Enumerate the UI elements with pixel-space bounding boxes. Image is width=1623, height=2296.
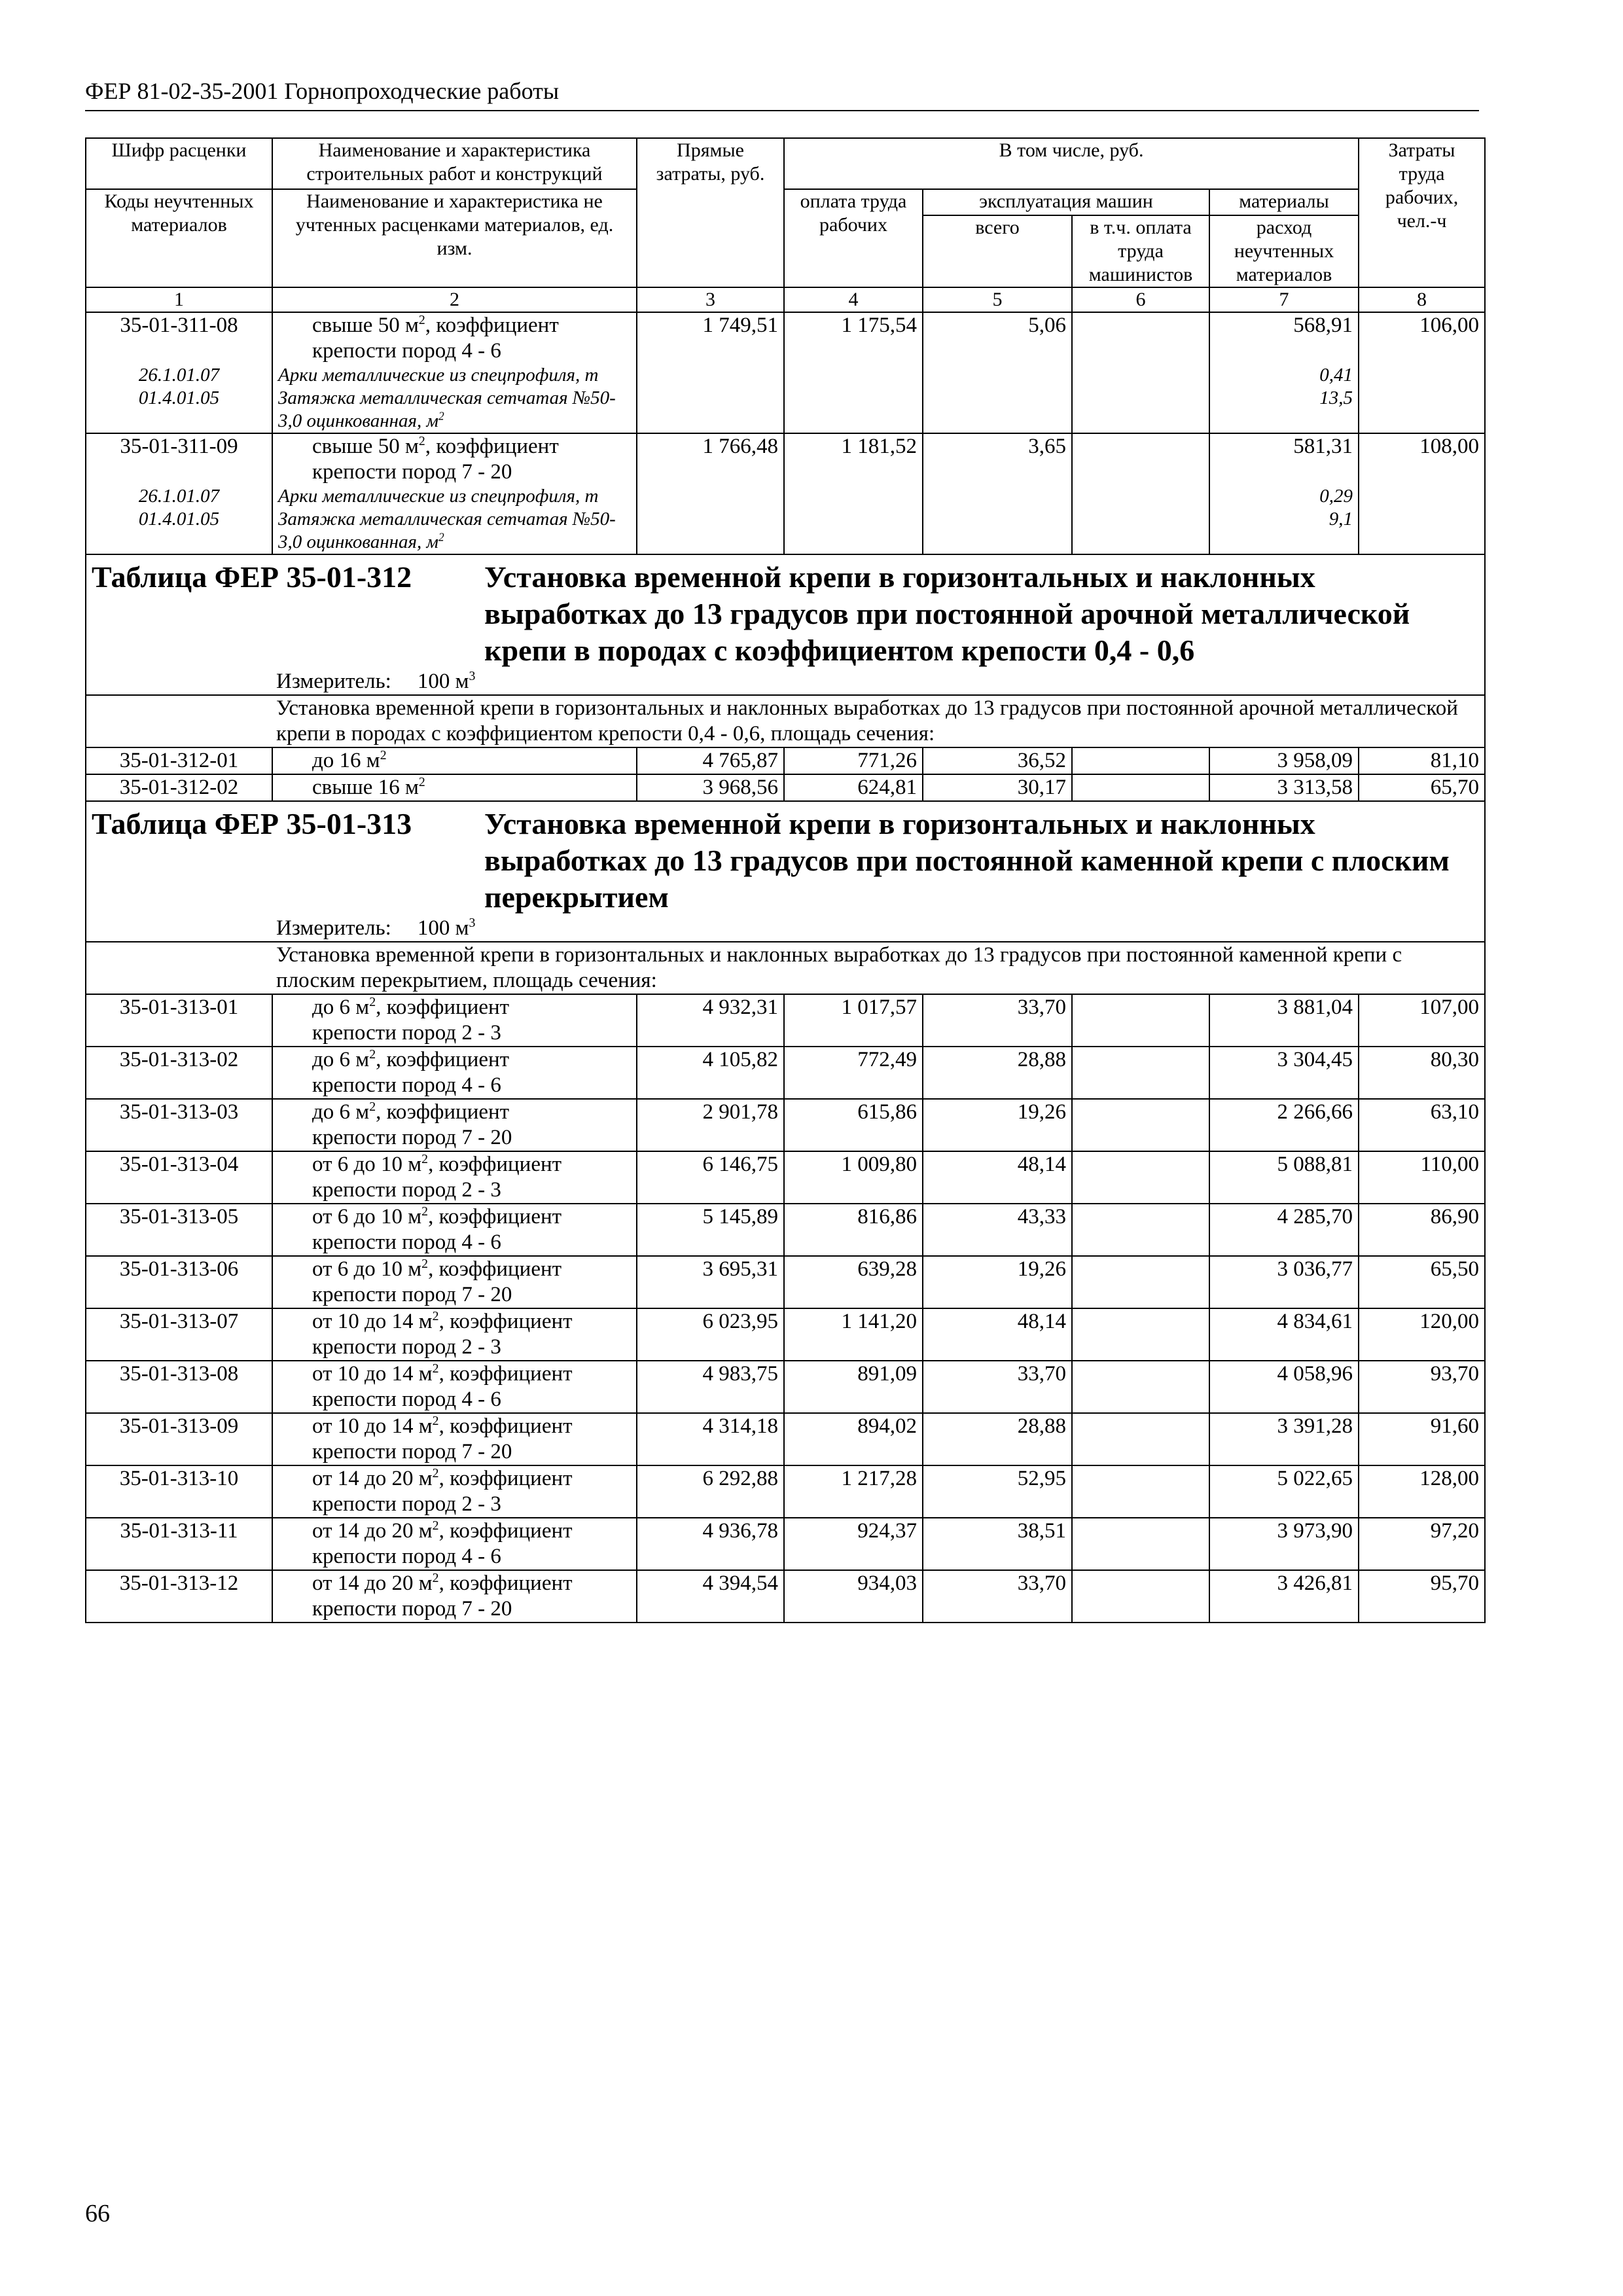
machines-cost: 52,95 <box>923 1465 1072 1518</box>
col-machines-labor-header: в т.ч. оплата труда машинистов <box>1072 215 1209 287</box>
labor-hours: 80,30 <box>1359 1047 1485 1099</box>
table-row <box>86 747 1485 774</box>
rate-name: до 6 $м^2$, коэффициент крепости пород 7 - 20 <box>272 1099 637 1151</box>
rate-code: 35-01-313-02 <box>86 1047 272 1099</box>
labor-hours: 65,70 <box>1359 774 1485 801</box>
material-row <box>86 364 1485 387</box>
machines-cost: 48,14 <box>923 1308 1072 1361</box>
material-row <box>86 485 1485 508</box>
labor-hours: 106,00 <box>1359 312 1485 364</box>
direct-cost: 1 766,48 <box>637 433 784 485</box>
table-row <box>86 1361 1485 1413</box>
machines-cost: 19,26 <box>923 1099 1072 1151</box>
measure-313: Измеритель: 100 $м^3$ <box>86 916 1485 942</box>
labor-hours: 91,60 <box>1359 1413 1485 1465</box>
measure-312: Измеритель: 100 $м^3$ <box>86 669 1485 695</box>
machines-labor-cost <box>1072 1256 1209 1308</box>
table-312-description: Установка временной крепи в горизонтальных и наклонных выработках до 13 градусов при постоянной арочной металлической крепи в породах с коэффициентом крепости 0,4 - 0,6, площадь сечения: <box>86 695 1485 747</box>
machines-labor-cost <box>1072 1308 1209 1361</box>
direct-cost: 1 749,51 <box>637 312 784 364</box>
machines-cost: 33,70 <box>923 994 1072 1047</box>
material-name: Арки металлические из спецпрофиля, т <box>272 485 637 508</box>
table-row <box>86 774 1485 801</box>
direct-cost: 4 932,31 <box>637 994 784 1047</box>
labor-cost: 615,86 <box>784 1099 923 1151</box>
labor-cost: 1 217,28 <box>784 1465 923 1518</box>
machines-labor-cost <box>1072 1099 1209 1151</box>
material-code: 26.1.01.07 <box>86 364 272 387</box>
labor-hours: 95,70 <box>1359 1570 1485 1623</box>
table-313-description: Установка временной крепи в горизонтальных и наклонных выработках до 13 градусов при постоянной каменной крепи с плоским перекрытием, площадь сечения: <box>86 942 1485 994</box>
table-312-title <box>86 554 1485 669</box>
direct-cost: 4 105,82 <box>637 1047 784 1099</box>
direct-cost: 4 983,75 <box>637 1361 784 1413</box>
materials-cost: 2 266,66 <box>1209 1099 1359 1151</box>
labor-cost: 1 141,20 <box>784 1308 923 1361</box>
machines-labor-cost <box>1072 433 1209 485</box>
page-number: 66 <box>85 2200 110 2227</box>
labor-cost: 1 175,54 <box>784 312 923 364</box>
machines-cost: 33,70 <box>923 1361 1072 1413</box>
col-materials-use-header: расход неучтенных материалов <box>1209 215 1359 287</box>
col-materials-header: материалы <box>1209 189 1359 215</box>
machines-labor-cost <box>1072 1047 1209 1099</box>
rate-name: свыше 50 $м^2$, коэффициент крепости пород 7 - 20 <box>272 433 637 485</box>
machines-cost: 36,52 <box>923 747 1072 774</box>
table-label: Таблица ФЕР 35-01-313 <box>92 807 412 840</box>
rate-name: от 14 до 20 $м^2$, коэффициент крепости пород 7 - 20 <box>272 1570 637 1623</box>
rate-code: 35-01-312-02 <box>86 774 272 801</box>
material-code: 01.4.01.05 <box>86 508 272 554</box>
labor-cost: 624,81 <box>784 774 923 801</box>
machines-labor-cost <box>1072 1413 1209 1465</box>
rate-code: 35-01-311-08 <box>86 312 272 364</box>
direct-cost: 6 023,95 <box>637 1308 784 1361</box>
rate-name: свыше 16 $м^2$ <box>272 774 637 801</box>
rate-code: 35-01-313-07 <box>86 1308 272 1361</box>
rate-code: 35-01-313-09 <box>86 1413 272 1465</box>
labor-cost: 1 009,80 <box>784 1151 923 1204</box>
rate-name: от 6 до 10 $м^2$, коэффициент крепости пород 4 - 6 <box>272 1204 637 1256</box>
col-codes-unaccounted-header: Коды неучтенных материалов <box>86 189 272 287</box>
rate-code: 35-01-312-01 <box>86 747 272 774</box>
machines-labor-cost <box>1072 1151 1209 1204</box>
table-row <box>86 1047 1485 1099</box>
table-row <box>86 1308 1485 1361</box>
labor-cost: 934,03 <box>784 1570 923 1623</box>
direct-cost: 6 146,75 <box>637 1151 784 1204</box>
material-code: 26.1.01.07 <box>86 485 272 508</box>
direct-cost: 4 765,87 <box>637 747 784 774</box>
materials-cost: 4 834,61 <box>1209 1308 1359 1361</box>
table-row <box>86 433 1485 485</box>
col-machines-total-header: всего <box>923 215 1072 287</box>
labor-hours: 120,00 <box>1359 1308 1485 1361</box>
table-row <box>86 1570 1485 1623</box>
materials-cost: 3 313,58 <box>1209 774 1359 801</box>
rate-code: 35-01-313-11 <box>86 1518 272 1570</box>
col-num: 7 <box>1209 287 1359 312</box>
labor-cost: 924,37 <box>784 1518 923 1570</box>
material-qty: 0,29 <box>1209 485 1359 508</box>
materials-cost: 3 958,09 <box>1209 747 1359 774</box>
rate-code: 35-01-313-03 <box>86 1099 272 1151</box>
rate-name: до 6 $м^2$, коэффициент крепости пород 2 - 3 <box>272 994 637 1047</box>
labor-cost: 1 181,52 <box>784 433 923 485</box>
labor-hours: 65,50 <box>1359 1256 1485 1308</box>
direct-cost: 3 968,56 <box>637 774 784 801</box>
table-row <box>86 1256 1485 1308</box>
materials-cost: 581,31 <box>1209 433 1359 485</box>
labor-hours: 63,10 <box>1359 1099 1485 1151</box>
rate-code: 35-01-313-04 <box>86 1151 272 1204</box>
col-machines-header: эксплуатация машин <box>923 189 1209 215</box>
machines-labor-cost <box>1072 1204 1209 1256</box>
labor-hours: 110,00 <box>1359 1151 1485 1204</box>
materials-cost: 3 426,81 <box>1209 1570 1359 1623</box>
col-direct-header: Прямые затраты, руб. <box>637 138 784 287</box>
col-num: 2 <box>272 287 637 312</box>
machines-labor-cost <box>1072 1465 1209 1518</box>
table-row <box>86 1413 1485 1465</box>
material-name: Арки металлические из спецпрофиля, т <box>272 364 637 387</box>
table-row <box>86 312 1485 364</box>
col-num: 1 <box>86 287 272 312</box>
materials-cost: 3 973,90 <box>1209 1518 1359 1570</box>
col-labor-header: оплата труда рабочих <box>784 189 923 287</box>
material-qty: 13,5 <box>1209 387 1359 433</box>
materials-cost: 3 391,28 <box>1209 1413 1359 1465</box>
machines-labor-cost <box>1072 1570 1209 1623</box>
material-row <box>86 387 1485 433</box>
rate-name: до 16 $м^2$ <box>272 747 637 774</box>
col-incl-header: В том числе, руб. <box>784 138 1359 189</box>
table-title: Установка временной крепи в горизонтальных и наклонных выработках до 13 градусов при постоянной арочной металлической крепи в породах с коэффициентом крепости 0,4 - 0,6 <box>484 560 1410 667</box>
col-num: 5 <box>923 287 1072 312</box>
rate-name: свыше 50 $м^2$, коэффициент крепости пород 4 - 6 <box>272 312 637 364</box>
labor-hours: 107,00 <box>1359 994 1485 1047</box>
col-num: 6 <box>1072 287 1209 312</box>
labor-cost: 816,86 <box>784 1204 923 1256</box>
rates-table <box>85 137 1486 1623</box>
machines-cost: 30,17 <box>923 774 1072 801</box>
direct-cost: 4 936,78 <box>637 1518 784 1570</box>
materials-cost: 4 285,70 <box>1209 1204 1359 1256</box>
col-name-unaccounted-header: Наименование и характеристика не учтенных расценками материалов, ед. изм. <box>272 189 637 287</box>
table-313-title <box>86 801 1485 916</box>
col-num: 4 <box>784 287 923 312</box>
material-code: 01.4.01.05 <box>86 387 272 433</box>
table-row <box>86 1518 1485 1570</box>
rate-code: 35-01-313-08 <box>86 1361 272 1413</box>
rate-name: от 6 до 10 $м^2$, коэффициент крепости пород 2 - 3 <box>272 1151 637 1204</box>
rate-name: от 10 до 14 $м^2$, коэффициент крепости пород 7 - 20 <box>272 1413 637 1465</box>
direct-cost: 4 314,18 <box>637 1413 784 1465</box>
machines-cost: 33,70 <box>923 1570 1072 1623</box>
rate-name: от 10 до 14 $м^2$, коэффициент крепости пород 2 - 3 <box>272 1308 637 1361</box>
materials-cost: 5 088,81 <box>1209 1151 1359 1204</box>
page-header: ФЕР 81-02-35-2001 Горнопроходческие работы <box>85 77 1479 111</box>
materials-cost: 4 058,96 <box>1209 1361 1359 1413</box>
rate-code: 35-01-313-10 <box>86 1465 272 1518</box>
rate-name: до 6 $м^2$, коэффициент крепости пород 4 - 6 <box>272 1047 637 1099</box>
materials-cost: 568,91 <box>1209 312 1359 364</box>
materials-cost: 5 022,65 <box>1209 1465 1359 1518</box>
direct-cost: 4 394,54 <box>637 1570 784 1623</box>
rate-name: от 14 до 20 $м^2$, коэффициент крепости пород 4 - 6 <box>272 1518 637 1570</box>
labor-cost: 772,49 <box>784 1047 923 1099</box>
direct-cost: 5 145,89 <box>637 1204 784 1256</box>
labor-cost: 894,02 <box>784 1413 923 1465</box>
col-num: 8 <box>1359 287 1485 312</box>
table-title: Установка временной крепи в горизонтальных и наклонных выработках до 13 градусов при постоянной каменной крепи с плоским перекрытием <box>484 807 1450 914</box>
material-qty: 0,41 <box>1209 364 1359 387</box>
rate-code: 35-01-313-05 <box>86 1204 272 1256</box>
material-name: Затяжка металлическая сетчатая №50-3,0 оцинкованная, $м^2$ <box>272 508 637 554</box>
table-row <box>86 994 1485 1047</box>
col-code-header: Шифр расценки <box>86 138 272 189</box>
machines-cost: 28,88 <box>923 1413 1072 1465</box>
machines-cost: 19,26 <box>923 1256 1072 1308</box>
material-qty: 9,1 <box>1209 508 1359 554</box>
machines-cost: 5,06 <box>923 312 1072 364</box>
material-name: Затяжка металлическая сетчатая №50-3,0 оцинкованная, $м^2$ <box>272 387 637 433</box>
machines-labor-cost <box>1072 994 1209 1047</box>
materials-cost: 3 881,04 <box>1209 994 1359 1047</box>
table-row <box>86 1204 1485 1256</box>
machines-cost: 38,51 <box>923 1518 1072 1570</box>
labor-hours: 108,00 <box>1359 433 1485 485</box>
machines-cost: 48,14 <box>923 1151 1072 1204</box>
labor-hours: 93,70 <box>1359 1361 1485 1413</box>
labor-hours: 86,90 <box>1359 1204 1485 1256</box>
col-name-header: Наименование и характеристика строительных работ и конструкций <box>272 138 637 189</box>
labor-cost: 639,28 <box>784 1256 923 1308</box>
rate-code: 35-01-313-01 <box>86 994 272 1047</box>
machines-cost: 43,33 <box>923 1204 1072 1256</box>
machines-cost: 3,65 <box>923 433 1072 485</box>
machines-labor-cost <box>1072 312 1209 364</box>
labor-cost: 891,09 <box>784 1361 923 1413</box>
rate-code: 35-01-313-06 <box>86 1256 272 1308</box>
rate-name: от 6 до 10 $м^2$, коэффициент крепости пород 7 - 20 <box>272 1256 637 1308</box>
table-row <box>86 1099 1485 1151</box>
materials-cost: 3 036,77 <box>1209 1256 1359 1308</box>
rate-code: 35-01-313-12 <box>86 1570 272 1623</box>
col-num: 3 <box>637 287 784 312</box>
labor-hours: 81,10 <box>1359 747 1485 774</box>
materials-cost: 3 304,45 <box>1209 1047 1359 1099</box>
labor-cost: 771,26 <box>784 747 923 774</box>
labor-hours: 97,20 <box>1359 1518 1485 1570</box>
direct-cost: 3 695,31 <box>637 1256 784 1308</box>
machines-labor-cost <box>1072 1361 1209 1413</box>
table-row <box>86 1151 1485 1204</box>
rate-name: от 10 до 14 $м^2$, коэффициент крепости пород 4 - 6 <box>272 1361 637 1413</box>
table-row <box>86 1465 1485 1518</box>
material-row <box>86 508 1485 554</box>
direct-cost: 6 292,88 <box>637 1465 784 1518</box>
rate-code: 35-01-311-09 <box>86 433 272 485</box>
table-label: Таблица ФЕР 35-01-312 <box>92 560 412 594</box>
labor-cost: 1 017,57 <box>784 994 923 1047</box>
col-hours-header: Затраты труда рабочих, чел.-ч <box>1359 138 1485 287</box>
machines-cost: 28,88 <box>923 1047 1072 1099</box>
direct-cost: 2 901,78 <box>637 1099 784 1151</box>
machines-labor-cost <box>1072 1518 1209 1570</box>
labor-hours: 128,00 <box>1359 1465 1485 1518</box>
rate-name: от 14 до 20 $м^2$, коэффициент крепости пород 2 - 3 <box>272 1465 637 1518</box>
